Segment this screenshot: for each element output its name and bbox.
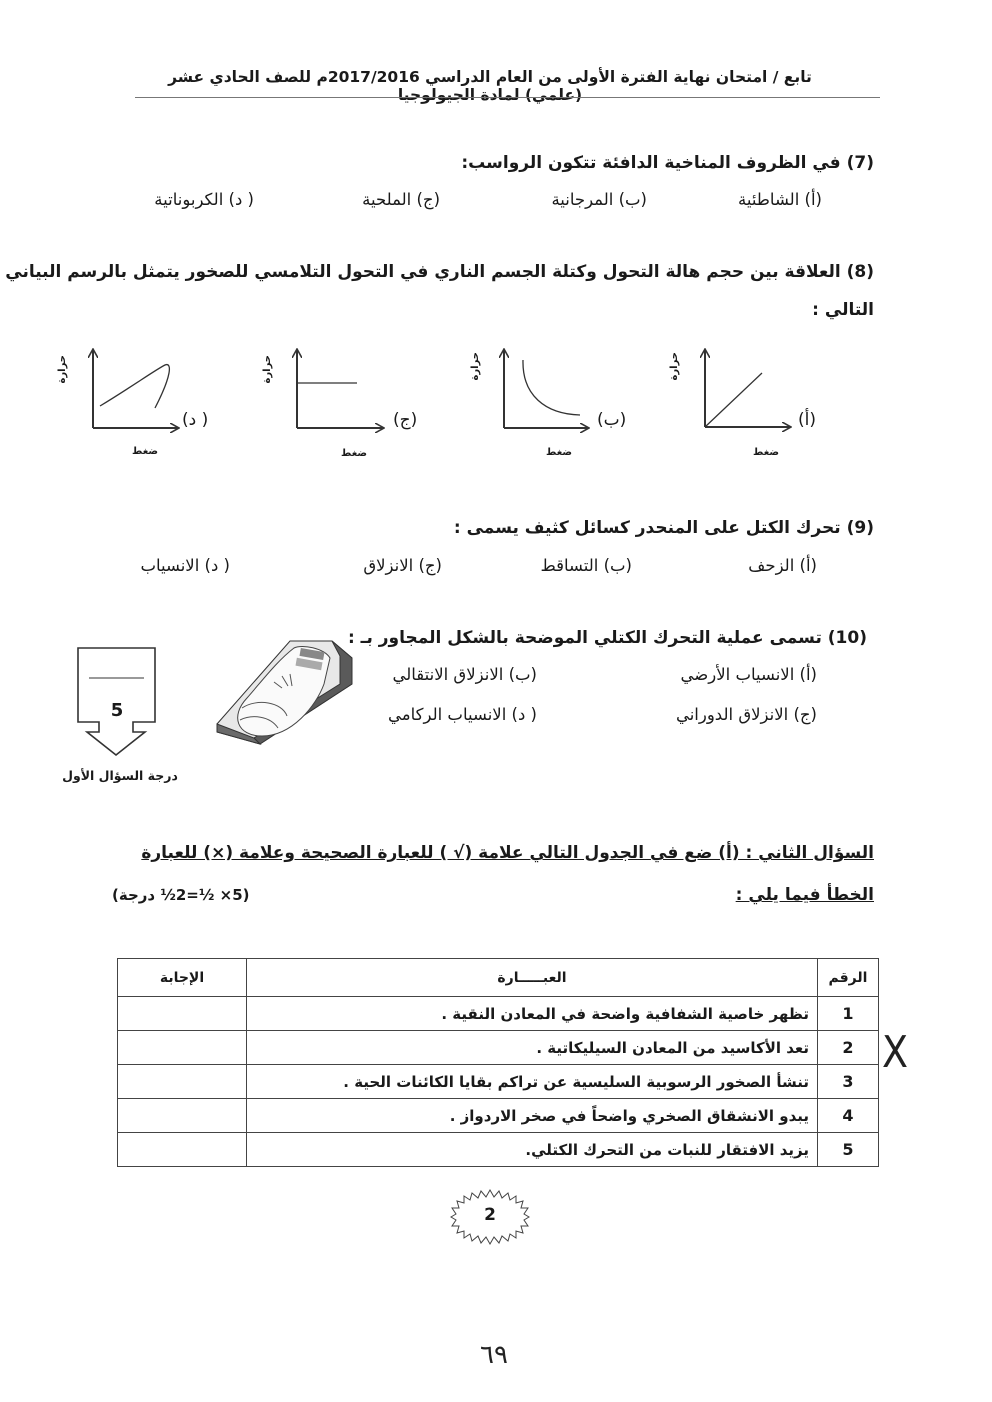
header-divider [135, 97, 880, 98]
table-row [118, 1099, 879, 1133]
row-answer-cell[interactable] [118, 1065, 247, 1099]
graph-d-label: ( د) [182, 410, 209, 430]
handwritten-x-mark: X [882, 1026, 909, 1078]
graph-b [460, 340, 660, 474]
graph-a-label: (أ) [798, 410, 816, 430]
question-7: (7) في الظروف المناخية الدافئة تتكون الرواسب: [461, 153, 874, 173]
page-badge-number: 2 [484, 1205, 496, 1225]
question-8-line1: (8) العلاقة بين حجم هالة التحول وكتلة الجسم الناري في التحول التلامسي للصخور يتمثل بالرسم البياني [5, 262, 874, 282]
handwritten-page-number: ٦٩ [480, 1340, 508, 1370]
row-statement: يزيد الافتقار للنبات من التحرك الكتلي. [247, 1133, 818, 1167]
graph-c-y-axis-label: حرارة [262, 355, 273, 384]
q7-option-b: (ب) المرجانية [551, 190, 647, 209]
question-8-line2: التالي : [812, 300, 874, 320]
grade-total: 5 [110, 700, 124, 721]
graph-d-x-axis-label: ضغط [132, 446, 159, 457]
header-number: الرقم [818, 959, 879, 997]
grade-box-label: درجة السؤال الأول [62, 768, 178, 783]
row-answer-cell[interactable] [118, 1031, 247, 1065]
q9-option-d: ( د) الانسياب [140, 556, 230, 575]
row-statement: يبدو الانشقاق الصخري واضحاً في صخر الاردواز . [247, 1099, 818, 1133]
q9-option-c: (ج) الانزلاق [363, 556, 442, 575]
table-row [118, 1065, 879, 1099]
row-number: 1 [818, 997, 879, 1031]
q7-option-a: (أ) الشاطئية [738, 190, 822, 209]
row-answer-cell[interactable] [118, 1099, 247, 1133]
graph-a-y-axis-label: حرارة [669, 352, 680, 381]
q10-option-d: ( د) الانسياب الركامي [388, 705, 537, 724]
table-row [118, 1133, 879, 1167]
question-2-instruction-line1: السؤال الثاني : (أ) ضع في الجدول التالي علامة (√ ) للعبارة الصحيحة وعلامة (×) للعبارة [141, 843, 874, 863]
q7-option-c: (ج) الملحية [362, 190, 440, 209]
slope-diagram-illustration [212, 636, 357, 746]
row-statement: تظهر خاصية الشفافية واضحة في المعادن النقية . [247, 997, 818, 1031]
question-2-score: (5× ½=2½ درجة) [112, 886, 250, 904]
row-number: 4 [818, 1099, 879, 1133]
q9-option-a: (أ) الزحف [748, 556, 817, 575]
table-header-row [118, 959, 879, 997]
graph-d-y-axis-label: حرارة [57, 355, 68, 384]
page-number-badge [450, 1188, 530, 1250]
graph-c-label: (ج) [393, 410, 418, 430]
row-statement: تعد الأكاسيد من المعادن السيليكاتية . [247, 1031, 818, 1065]
graph-c-x-axis-label: ضغط [341, 448, 368, 459]
graph-b-y-axis-label: حرارة [470, 352, 481, 381]
graph-a-x-axis-label: ضغط [753, 447, 780, 458]
q10-option-c: (ج) الانزلاق الدوراني [675, 705, 817, 724]
q10-option-a: (أ) الانسياب الأرضي [680, 665, 817, 684]
q10-option-b: (ب) الانزلاق الانتقالي [392, 665, 537, 684]
table-row [118, 997, 879, 1031]
graph-a [660, 340, 860, 474]
row-answer-cell[interactable] [118, 1133, 247, 1167]
graph-d [50, 340, 250, 474]
q7-option-d: ( د) الكربوناتية [154, 190, 254, 209]
row-number: 5 [818, 1133, 879, 1167]
row-number: 2 [818, 1031, 879, 1065]
q9-option-b: (ب) التساقط [540, 556, 632, 575]
question-10: (10) تسمى عملية التحرك الكتلي الموضحة بالشكل المجاور بـ : [347, 628, 867, 648]
graph-c [255, 340, 455, 474]
row-statement: تنشأ الصخور الرسوبية السليسية عن تراكم بقايا الكائنات الحية . [247, 1065, 818, 1099]
table-row [118, 1031, 879, 1065]
graph-b-x-axis-label: ضغط [546, 447, 573, 458]
graph-b-label: (ب) [597, 410, 627, 430]
question-9: (9) تحرك الكتل على المنحدر كسائل كثيف يسمى : [453, 518, 874, 538]
mass-movement-figure [212, 636, 357, 750]
exam-header-title: تابع / امتحان نهاية الفترة الأولى من العام الدراسي 2017/2016م للصف الحادي عشر (علمي) لمادة الجيولوجيا [168, 68, 812, 104]
row-number: 3 [818, 1065, 879, 1099]
header-answer: الإجابة [118, 959, 247, 997]
header-statement: العبـــــارة [247, 959, 818, 997]
question-2-instruction-line2: الخطأ فيما يلي : [735, 885, 874, 905]
row-answer-cell[interactable] [118, 997, 247, 1031]
true-false-table [117, 958, 879, 1167]
